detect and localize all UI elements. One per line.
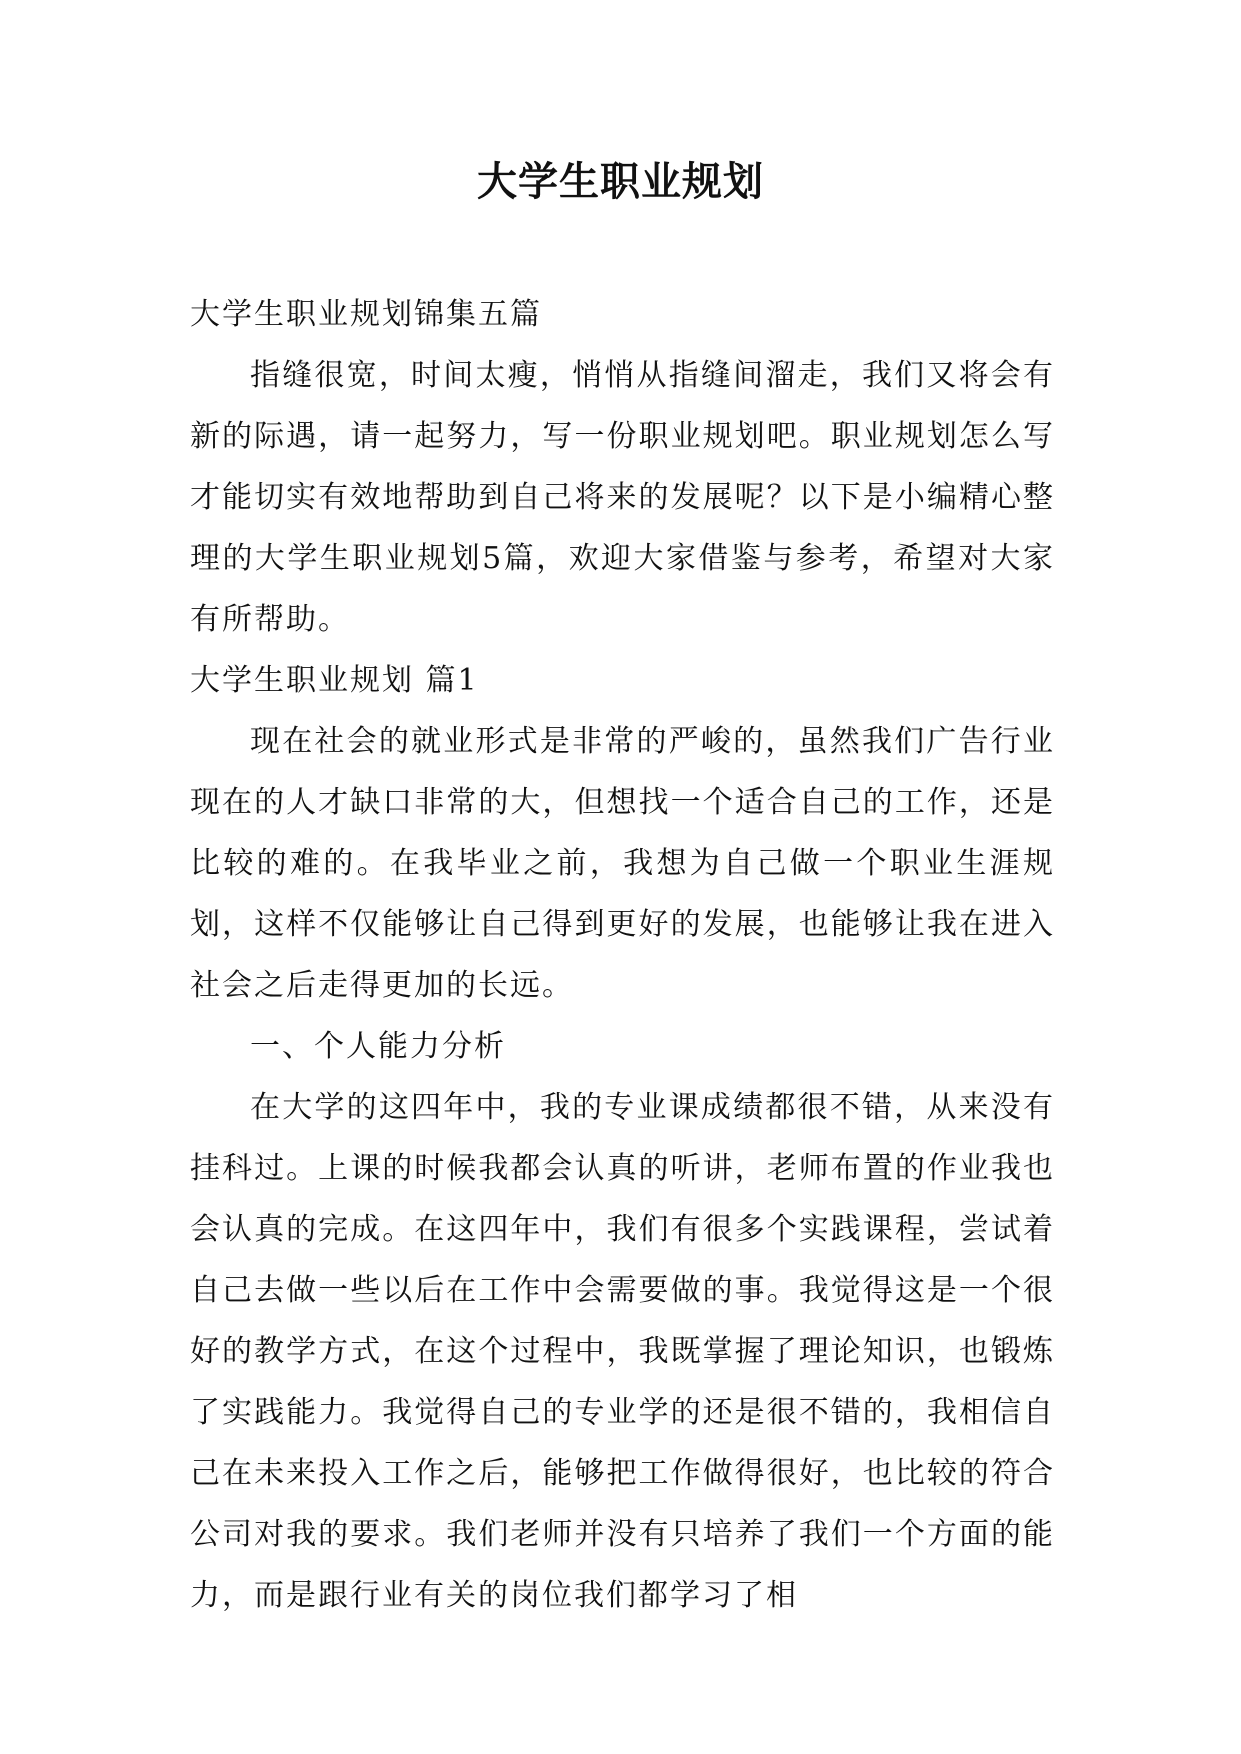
page-title: 大学生职业规划 bbox=[477, 159, 764, 205]
article-heading: 大学生职业规划 篇1 bbox=[190, 663, 479, 698]
body-paragraph-2: 在大学的这四年中，我的专业课成绩都很不错，从来没有挂科过。上课的时候我都会认真的听讲，老师布置的作业我也会认真的完成。在这四年中，我们有很多个实践课程，尝试着自己去做一些以后在工作中会需要做的事。我觉得这是一个很好的教学方式，在这个过程中，我既掌握了理论知识，也锻炼了实践能力。我觉得自己的专业学的还是很不错的，我相信自己在未来投入工作之后，能够把工作做得很好，也比较的符合公司对我的要求。我们老师并没有只培养了我们一个方面的能力，而是跟行业有关的岗位我们都学习了相 bbox=[190, 1090, 1055, 1613]
collection-heading: 大学生职业规划锦集五篇 bbox=[190, 297, 542, 332]
document-body bbox=[190, 284, 1055, 1626]
section-heading: 一、个人能力分析 bbox=[250, 1029, 506, 1064]
body-paragraph-1: 现在社会的就业形式是非常的严峻的，虽然我们广告行业现在的人才缺口非常的大，但想找一个适合自己的工作，还是比较的难的。在我毕业之前，我想为自己做一个职业生涯规划，这样不仅能够让自己得到更好的发展，也能够让我在进入社会之后走得更加的长远。 bbox=[190, 724, 1055, 1003]
intro-paragraph: 指缝很宽，时间太瘦，悄悄从指缝间溜走，我们又将会有新的际遇，请一起努力，写一份职业规划吧。职业规划怎么写才能切实有效地帮助到自己将来的发展呢？以下是小编精心整理的大学生职业规划5篇，欢迎大家借鉴与参考，希望对大家有所帮助。 bbox=[190, 358, 1055, 637]
